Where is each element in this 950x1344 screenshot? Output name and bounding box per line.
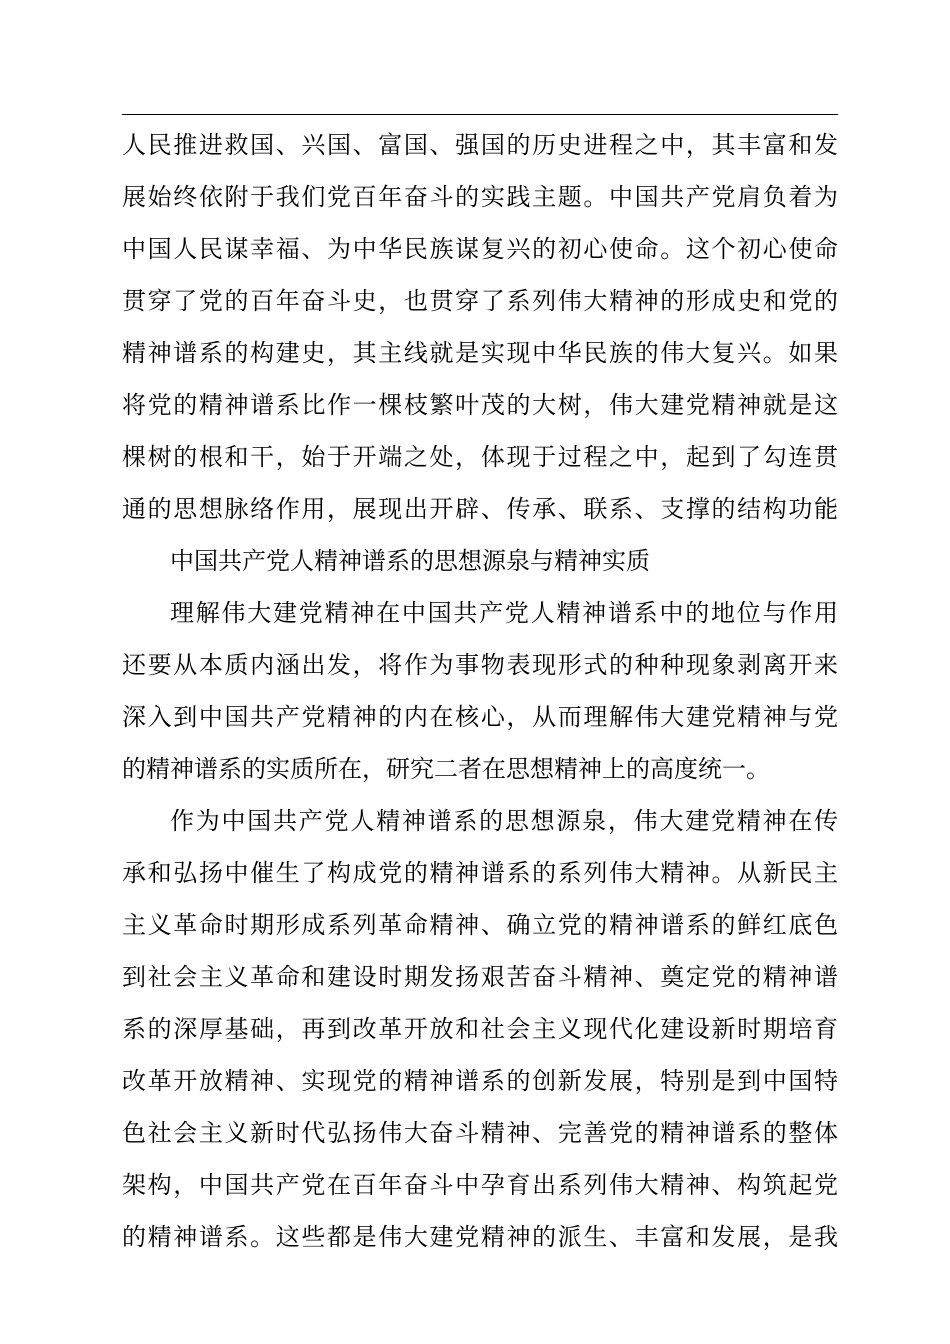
text-line: 承和弘扬中催生了构成党的精神谱系的系列伟大精神。从新民主 — [122, 859, 838, 887]
text-line: 将党的精神谱系比作一棵枝繁叶茂的大树，伟大建党精神就是这 — [122, 391, 838, 419]
text-line: 色社会主义新时代弘扬伟大奋斗精神、完善党的精神谱系的整体 — [122, 1119, 838, 1147]
text-line: 还要从本质内涵出发，将作为事物表现形式的种种现象剥离开来 — [122, 651, 838, 679]
text-line: 展始终依附于我们党百年奋斗的实践主题。中国共产党肩负着为 — [122, 183, 838, 211]
text-line: 中国共产党人精神谱系的思想源泉与精神实质 — [170, 547, 650, 575]
text-line: 中国人民谋幸福、为中华民族谋复兴的初心使命。这个初心使命 — [122, 235, 838, 263]
text-line: 通的思想脉络作用，展现出开辟、传承、联系、支撑的结构功能 — [122, 495, 838, 523]
text-line: 系的深厚基础，再到改革开放和社会主义现代化建设新时期培育 — [122, 1015, 838, 1043]
text-line: 棵树的根和干，始于开端之处，体现于过程之中，起到了勾连贯 — [122, 443, 838, 471]
text-line: 的精神谱系的实质所在，研究二者在思想精神上的高度统一。 — [122, 755, 770, 783]
text-line: 到社会主义革命和建设时期发扬艰苦奋斗精神、奠定党的精神谱 — [122, 963, 838, 991]
text-line: 精神谱系的构建史，其主线就是实现中华民族的伟大复兴。如果 — [122, 339, 838, 367]
text-line: 改革开放精神、实现党的精神谱系的创新发展，特别是到中国特 — [122, 1067, 838, 1095]
text-line: 作为中国共产党人精神谱系的思想源泉，伟大建党精神在传 — [170, 807, 838, 835]
document-body — [122, 119, 838, 1263]
header-rule — [122, 114, 838, 115]
text-line: 架构，中国共产党在百年奋斗中孕育出系列伟大精神、构筑起党 — [122, 1171, 838, 1199]
text-line: 贯穿了党的百年奋斗史，也贯穿了系列伟大精神的形成史和党的 — [122, 287, 838, 315]
text-line: 理解伟大建党精神在中国共产党人精神谱系中的地位与作用 — [170, 599, 838, 627]
text-line: 深入到中国共产党精神的内在核心，从而理解伟大建党精神与党 — [122, 703, 838, 731]
text-line: 主义革命时期形成系列革命精神、确立党的精神谱系的鲜红底色 — [122, 911, 838, 939]
text-line: 的精神谱系。这些都是伟大建党精神的派生、丰富和发展，是我 — [122, 1223, 838, 1251]
text-line: 人民推进救国、兴国、富国、强国的历史进程之中，其丰富和发 — [122, 131, 838, 159]
